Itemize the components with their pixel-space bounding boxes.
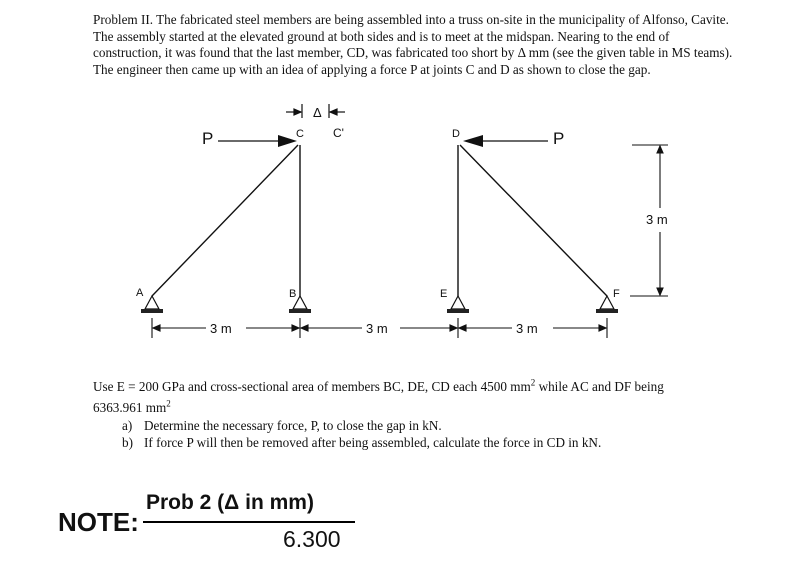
force-arrow-right xyxy=(463,135,548,147)
question-item xyxy=(122,418,601,435)
question-label: a) xyxy=(122,418,133,433)
node-label-f: F xyxy=(613,288,620,300)
dimension-label-3: 3 m xyxy=(516,321,538,336)
support-a xyxy=(141,296,163,313)
delta-label: Δ xyxy=(313,105,322,120)
node-label-a: A xyxy=(136,287,144,299)
member-df xyxy=(460,145,607,296)
force-label-left: P xyxy=(202,129,214,148)
dimension-label-1: 3 m xyxy=(210,321,232,336)
given-data xyxy=(93,375,733,416)
force-label-right: P xyxy=(553,129,565,148)
node-label-e: E xyxy=(440,288,448,300)
question-text: If force P will then be removed after being assembled, calculate the force in CD in kN. xyxy=(144,434,602,450)
question-label: b) xyxy=(122,434,133,450)
support-e xyxy=(447,296,469,313)
note-label: NOTE: xyxy=(58,507,139,537)
height-label: 3 m xyxy=(646,212,668,227)
dimension-label-2: 3 m xyxy=(366,321,388,336)
node-label-b: B xyxy=(289,288,297,300)
given-line1: Use E = 200 GPa and cross-sectional area of members BC, DE, CD each 4500 $mm^2$ while AC and DF being xyxy=(93,378,664,395)
given-line2: 6363.961 $mm^2$ xyxy=(93,398,171,415)
note-table-header: Prob 2 (Δ in mm) xyxy=(146,491,314,514)
node-label-c: C xyxy=(296,128,304,140)
problem-text: Problem II. The fabricated steel members are being assembled into a truss on-site in the municipality of Alfonso, Cavite. The assembly started at the elevated ground at both sides and is to meet at the midspan. Nearing to the end of construction, it was found that the last member, CD, was fabricated too short by Δ mm (see the given table in MS teams). The engineer then came up with an idea of applying a force P at joints C and D as shown to close the gap. xyxy=(93,12,733,77)
question-item xyxy=(122,435,601,452)
question-text: Determine the necessary force, P, to close the gap in kN. xyxy=(144,418,442,433)
note-table-value: 6.300 xyxy=(283,526,341,552)
note-table-rule xyxy=(143,521,355,523)
force-arrow-left xyxy=(218,135,297,147)
question-list xyxy=(122,418,601,451)
node-label-c-prime: C' xyxy=(333,126,344,140)
member-ac xyxy=(152,145,298,296)
node-label-d: D xyxy=(452,128,460,140)
